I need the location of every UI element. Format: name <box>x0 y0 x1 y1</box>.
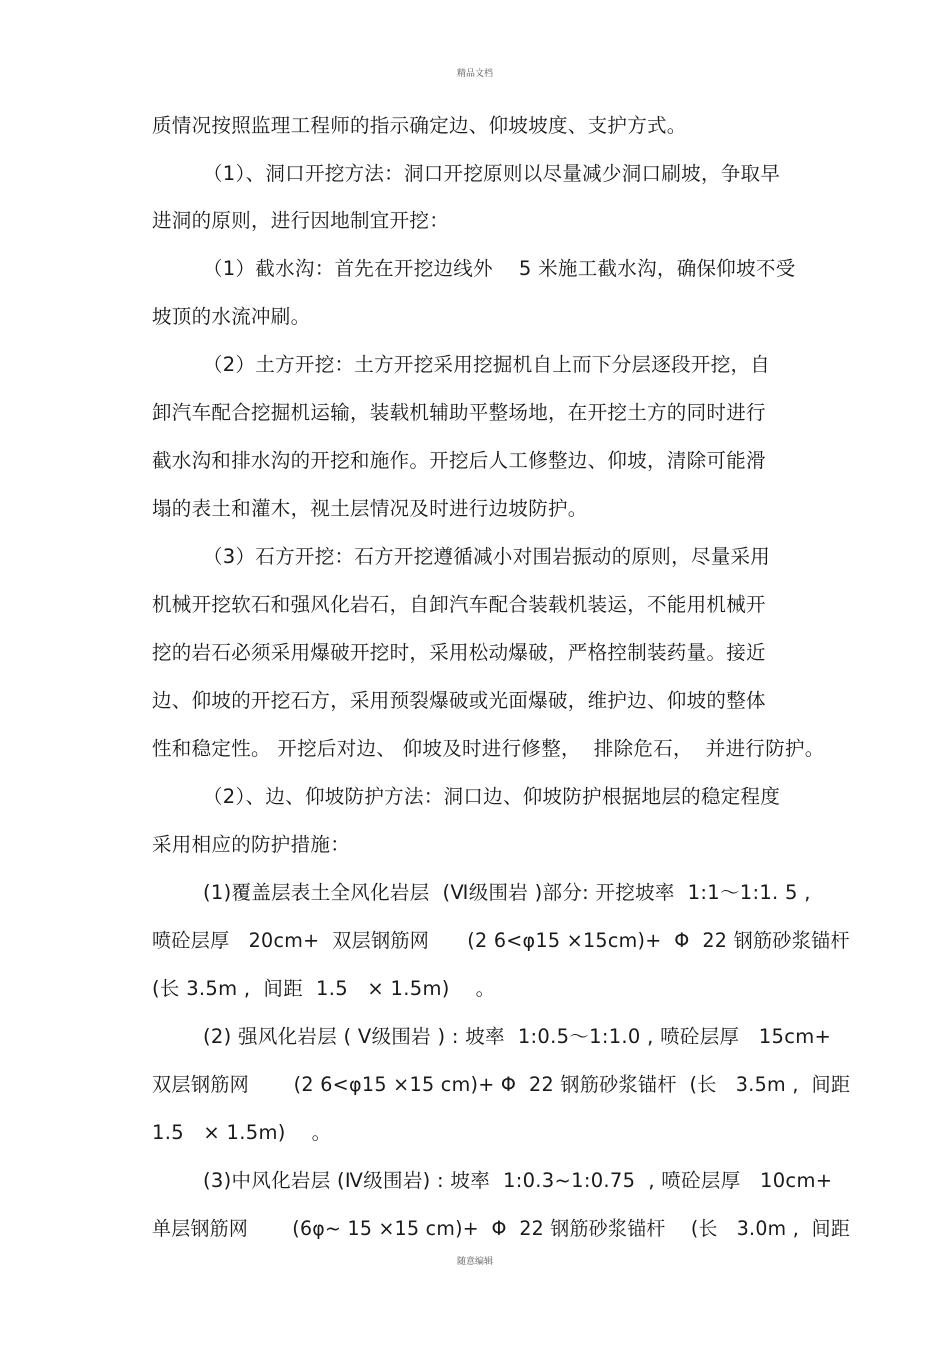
text-line: 1.5 × 1.5m) 。 <box>152 1121 332 1144</box>
text-line: 截水沟和排水沟的开挖和施作。开挖后人工修整边、仰坡，清除可能滑 <box>152 449 766 472</box>
text-line: 单层钢筋网 (6φ~ 15 ×15 cm)+ Φ 22 钢筋砂浆锚杆 (长 3.0m , 间距 <box>152 1217 851 1240</box>
text-line: 进洞的原则，进行因地制宜开挖： <box>152 209 450 232</box>
text-line: 喷砼层厚 20cm+ 双层钢筋网 (2 6<φ15 ×15cm)+ Φ 22 钢筋砂浆锚杆 <box>152 929 850 952</box>
text-line: （1）截水沟：首先在开挖边线外 5 米施工截水沟，确保仰坡不受 <box>203 257 796 280</box>
text-line: 双层钢筋网 (2 6<φ15 ×15 cm)+ Φ 22 钢筋砂浆锚杆 (长 3.5m , 间距 <box>152 1073 851 1096</box>
page-footer: 随意编辑 <box>456 1257 493 1267</box>
text-line: 机械开挖软石和强风化岩石，自卸汽车配合装载机装运，不能用机械开 <box>152 593 766 616</box>
text-line: （1）、洞口开挖方法：洞口开挖原则以尽量减少洞口刷坡，争取早 <box>203 162 781 185</box>
text-line: 坡顶的水流冲刷。 <box>152 305 311 328</box>
text-line: (长 3.5m , 间距 1.5 × 1.5m) 。 <box>152 977 496 1000</box>
text-line: （3）石方开挖：石方开挖遵循减小对围岩振动的原则，尽量采用 <box>203 545 771 568</box>
text-line: 塌的表土和灌木，视土层情况及时进行边坡防护。 <box>152 497 588 520</box>
text-line: 采用相应的防护措施： <box>152 833 351 856</box>
text-line: (3)中风化岩层 (Ⅳ级围岩) : 坡率 1:0.3~1:0.75 , 喷砼层厚 10cm+ <box>203 1169 833 1192</box>
text-line: （2）土方开挖：土方开挖采用挖掘机自上而下分层逐段开挖，自 <box>203 353 771 376</box>
text-line: 挖的岩石必须采用爆破开挖时，采用松动爆破，严格控制装药量。接近 <box>152 641 766 664</box>
text-line: (1)覆盖层表土全风化岩层 (Ⅵ级围岩 )部分: 开挖坡率 1:1～1:1. 5 , <box>203 881 811 904</box>
text-line: 卸汽车配合挖掘机运输，装载机辅助平整场地，在开挖土方的同时进行 <box>152 401 766 424</box>
page-header: 精品文档 <box>456 69 493 79</box>
text-line: 性和稳定性。 开挖后对边、 仰坡及时进行修整， 排除危石， 并进行防护。 <box>152 737 825 760</box>
text-line: 质情况按照监理工程师的指示确定边、仰坡坡度、支护方式。 <box>152 114 687 137</box>
text-line: (2) 强风化岩层 ( Ⅴ级围岩 ) : 坡率 1:0.5～1:1.0 , 喷砼层厚 15cm+ <box>203 1025 832 1048</box>
text-line: 边、仰坡的开挖石方，采用预裂爆破或光面爆破，维护边、仰坡的整体 <box>152 689 766 712</box>
text-line: （2）、边、仰坡防护方法：洞口边、仰坡防护根据地层的稳定程度 <box>203 785 781 808</box>
